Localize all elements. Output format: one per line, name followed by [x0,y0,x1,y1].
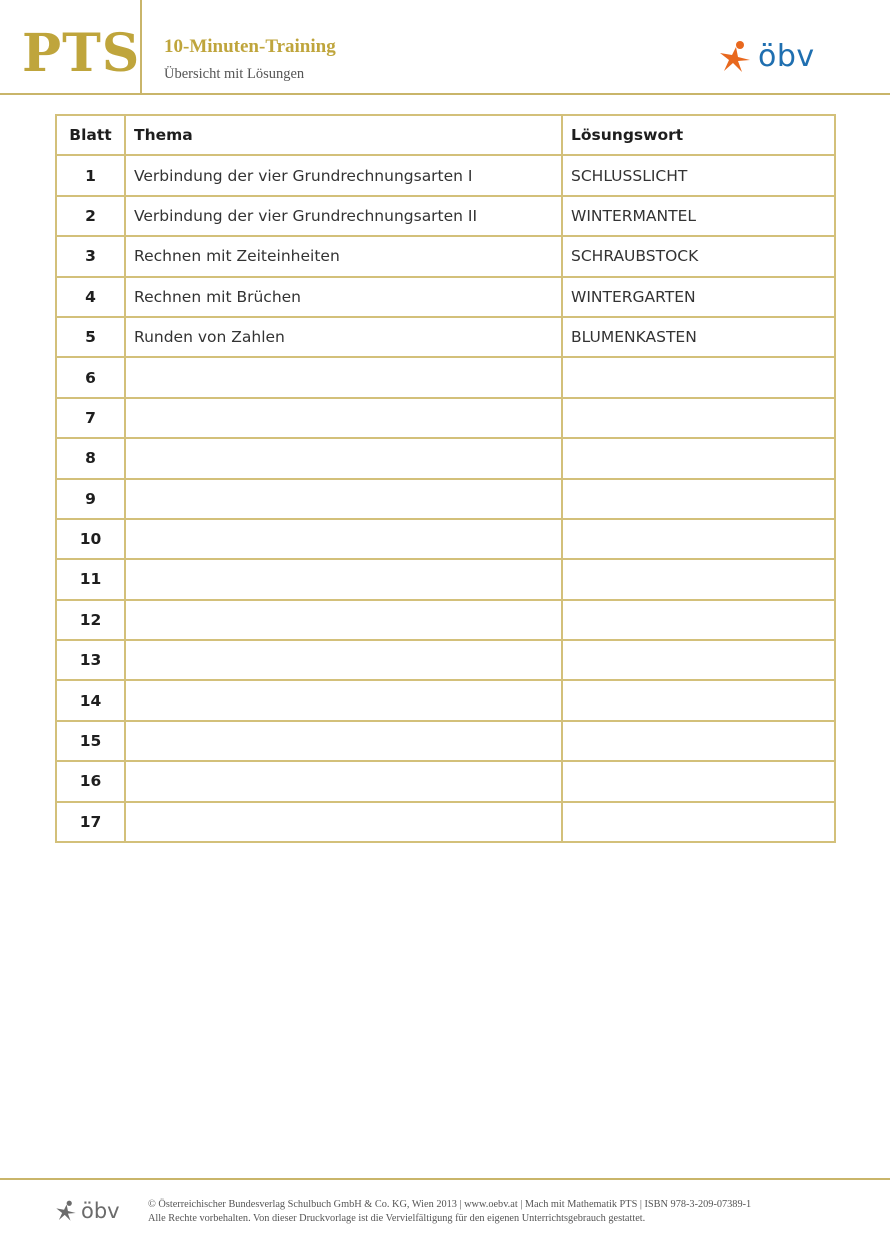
loesungswort-cell [562,600,835,640]
oebv-brand-logo [718,40,815,74]
oebv-star-icon-gray [55,1200,77,1222]
table-row [56,196,835,236]
table-row [56,802,835,842]
blatt-number: 13 [56,640,125,680]
table-row [56,721,835,761]
table-row [56,600,835,640]
loesungswort-cell: WINTERGARTEN [562,277,835,317]
oebv-star-icon [718,40,752,74]
table-row [56,155,835,195]
thema-cell [125,600,562,640]
thema-cell [125,519,562,559]
footer-brand-text: öbv [81,1198,120,1223]
blatt-number: 4 [56,277,125,317]
table-row [56,519,835,559]
loesungswort-cell: SCHLUSSLICHT [562,155,835,195]
blatt-number: 12 [56,600,125,640]
thema-cell: Verbindung der vier Grundrechnungsarten I [125,155,562,195]
loesungswort-cell [562,761,835,801]
thema-cell [125,680,562,720]
footer-rule [0,1178,890,1180]
loesungswort-cell [562,519,835,559]
blatt-number: 11 [56,559,125,599]
thema-cell [125,721,562,761]
loesungswort-cell [562,479,835,519]
blatt-number: 2 [56,196,125,236]
thema-cell: Verbindung der vier Grundrechnungsarten II [125,196,562,236]
footer-line-2: Alle Rechte vorbehalten. Von dieser Druckvorlage ist die Vervielfältigung für den eigenen Unterrichtsgebrauch gestattet. [148,1212,646,1224]
table-row [56,357,835,397]
thema-cell [125,640,562,680]
thema-cell [125,438,562,478]
table-row [56,277,835,317]
footer-copyright [148,1198,751,1225]
loesungswort-cell [562,802,835,842]
loesungswort-cell [562,438,835,478]
header-divider [140,0,142,93]
footer-line-1: © Österreichischer Bundesverlag Schulbuch GmbH & Co. KG, Wien 2013 | www.oebv.at | Mach mit Mathematik PTS | ISBN 978-3-209-07389-1 [148,1199,752,1210]
blatt-number: 5 [56,317,125,357]
thema-cell [125,398,562,438]
brand-text: öbv [758,39,815,74]
blatt-number: 15 [56,721,125,761]
header-thema: Thema [125,115,562,155]
table-row [56,438,835,478]
loesungswort-cell [562,680,835,720]
document-subtitle: Übersicht mit Lösungen [164,66,305,82]
thema-cell: Rechnen mit Zeiteinheiten [125,236,562,276]
blatt-number: 16 [56,761,125,801]
table-row [56,559,835,599]
document-title: 10-Minuten-Training [164,36,336,57]
blatt-number: 14 [56,680,125,720]
header-rule [0,93,890,95]
table-row [56,640,835,680]
blatt-number: 8 [56,438,125,478]
table-row [56,680,835,720]
footer-brand-logo [55,1200,120,1222]
blatt-number: 1 [56,155,125,195]
thema-cell [125,802,562,842]
thema-cell: Rechnen mit Brüchen [125,277,562,317]
blatt-number: 9 [56,479,125,519]
blatt-number: 6 [56,357,125,397]
thema-cell [125,357,562,397]
thema-cell [125,479,562,519]
pts-logo: PTS [22,23,141,84]
thema-cell [125,559,562,599]
loesungswort-cell [562,559,835,599]
blatt-number: 10 [56,519,125,559]
header-blatt: Blatt [56,115,125,155]
table-row [56,479,835,519]
blatt-number: 7 [56,398,125,438]
blatt-number: 3 [56,236,125,276]
blatt-number: 17 [56,802,125,842]
loesungswort-cell [562,640,835,680]
overview-table [55,114,836,843]
loesungswort-cell [562,721,835,761]
loesungswort-cell: WINTERMANTEL [562,196,835,236]
table-row [56,317,835,357]
table-header-row [56,115,835,155]
header-loesungswort: Lösungswort [562,115,835,155]
loesungswort-cell: BLUMENKASTEN [562,317,835,357]
table-row [56,398,835,438]
loesungswort-cell: SCHRAUBSTOCK [562,236,835,276]
loesungswort-cell [562,357,835,397]
loesungswort-cell [562,398,835,438]
page-header [0,0,890,95]
table-row [56,761,835,801]
thema-cell [125,761,562,801]
thema-cell: Runden von Zahlen [125,317,562,357]
table-row [56,236,835,276]
